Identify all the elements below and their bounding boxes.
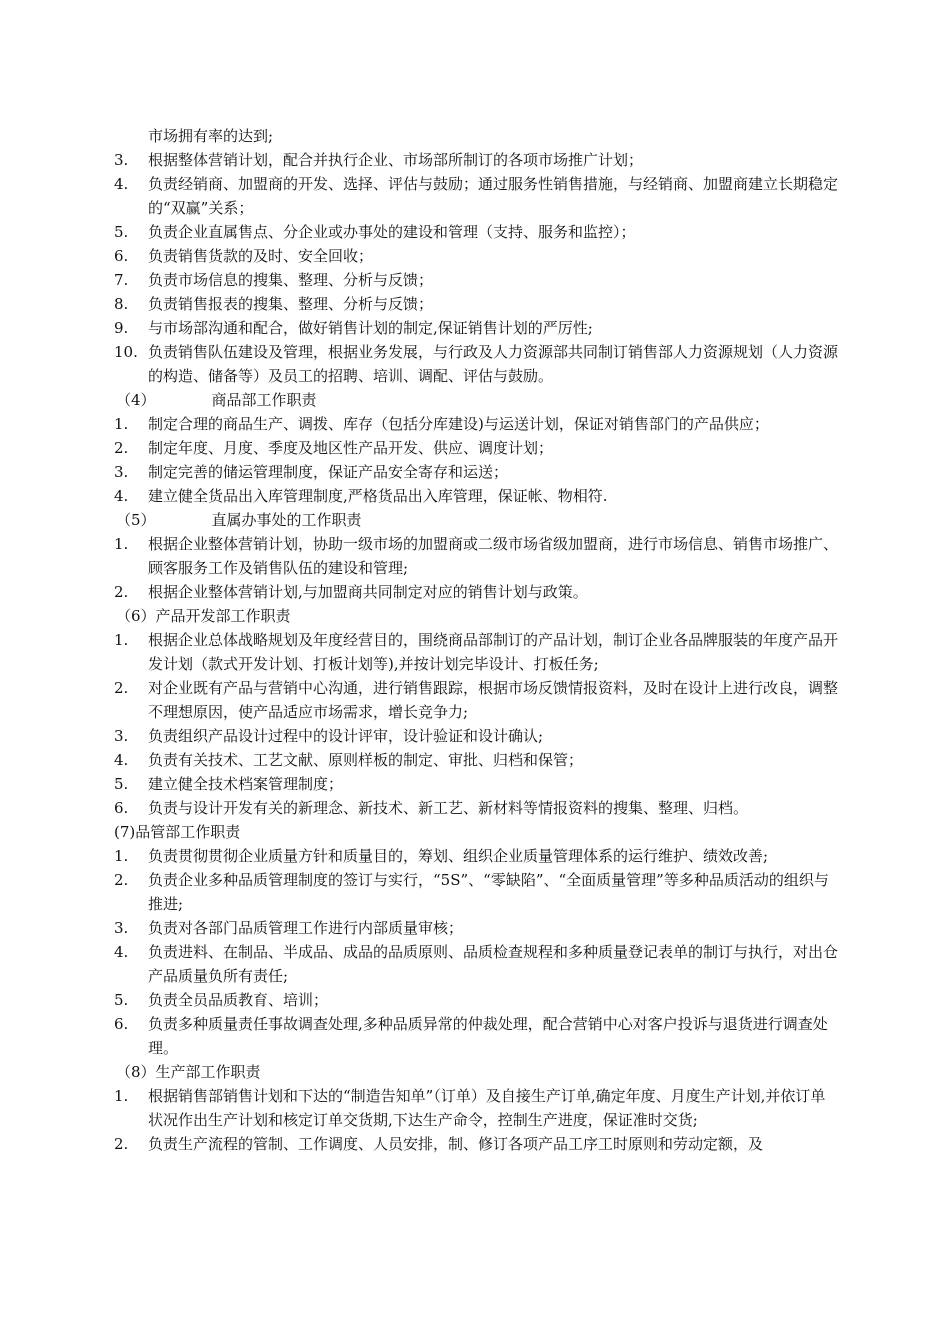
item-number: 5. — [114, 991, 129, 1009]
list-item — [114, 460, 840, 484]
item-text: 制定年度、月度、季度及地区性产品开发、供应、调度计划； — [148, 439, 554, 457]
item-text: 负责市场信息的搜集、整理、分析与反馈； — [148, 271, 434, 289]
item-text: 负责对各部门品质管理工作进行内部质量审核； — [148, 919, 464, 937]
item-number: 3. — [114, 727, 129, 745]
item-number: 5. — [114, 775, 129, 793]
list-item — [114, 676, 840, 724]
list-item — [114, 316, 840, 340]
item-text: 负责企业直属售点、分企业或办事处的建设和管理（支持、服务和监控）； — [148, 223, 636, 241]
section-title: 直属办事处的工作职责 — [211, 511, 362, 529]
product-development-duties-list — [114, 628, 840, 820]
item-number: 4. — [114, 487, 129, 505]
item-text: 根据销售部销售计划和下达的“制造告知单”（订单）及自接生产订单,确定年度、月度生产计划,并依订单状况作出生产计划和核定订单交货期,下达生产命令，控制生产进度，保证准时交货; — [148, 1087, 826, 1129]
item-text: 负责销售货款的及时、安全回收； — [148, 247, 374, 265]
section-heading-merchandise — [114, 388, 840, 412]
item-number: 2. — [114, 439, 129, 457]
item-text: 负责进料、在制品、半成品、成品的品质原则、品质检查规程和多种质量登记表单的制订与执行，对出仓产品质量负所有责任; — [148, 943, 839, 985]
item-text: 建立健全技术档案管理制度； — [148, 775, 344, 793]
item-number: 6. — [114, 799, 129, 817]
item-number: 2. — [114, 583, 129, 601]
item-number: 3. — [114, 463, 129, 481]
section-label: （5） — [116, 511, 156, 529]
item-text: 负责全员品质教育、培训； — [148, 991, 329, 1009]
item-text: 根据企业总体战略规划及年度经营目的，围绕商品部制订的产品计划，制订企业各品牌服装的年度产品开发计划（款式开发计划、打板计划等),并按计划完毕设计、打板任务; — [148, 631, 839, 673]
branch-office-duties-list — [114, 532, 840, 604]
list-item — [114, 772, 840, 796]
list-item — [114, 580, 840, 604]
continuation-line: 市场拥有率的达到; — [148, 127, 274, 145]
list-item — [114, 844, 840, 868]
section-title: 商品部工作职责 — [211, 391, 317, 409]
item-number: 1. — [114, 415, 129, 433]
list-item — [114, 268, 840, 292]
list-item — [114, 244, 840, 268]
list-item — [114, 916, 840, 940]
section-heading-production: （8）生产部工作职责 — [116, 1063, 261, 1081]
list-item — [114, 484, 840, 508]
list-item — [114, 1132, 840, 1156]
item-text: 与市场部沟通和配合，做好销售计划的制定,保证销售计划的严厉性; — [148, 319, 593, 337]
item-text: 负责贯彻贯彻企业质量方针和质量目的，筹划、组织企业质量管理体系的运行维护、绩效改善; — [148, 847, 769, 865]
section-heading-product-development: （6）产品开发部工作职责 — [116, 607, 291, 625]
item-text: 负责多种质量责任事故调查处理,多种品质异常的仲裁处理，配合营销中心对客户投诉与退货进行调查处理。 — [148, 1015, 828, 1057]
list-item — [114, 628, 840, 676]
list-item — [114, 436, 840, 460]
document-body — [114, 124, 840, 1156]
item-text: 负责生产流程的管制、工作调度、人员安排，制、修订各项产品工序工时原则和劳动定额，及 — [148, 1135, 764, 1153]
item-text: 负责销售队伍建设及管理，根据业务发展，与行政及人力资源部共同制订销售部人力资源规划（人力资源的构造、储备等）及员工的招聘、培训、调配、评估与鼓励。 — [148, 343, 839, 385]
list-item — [114, 988, 840, 1012]
merchandise-duties-list — [114, 412, 840, 508]
item-number: 2. — [114, 871, 129, 889]
list-item — [114, 724, 840, 748]
item-number: 2. — [114, 1135, 129, 1153]
item-text: 对企业既有产品与营销中心沟通，进行销售跟踪，根据市场反馈情报资料，及时在设计上进行改良，调整不理想原因，使产品适应市场需求，增长竞争力; — [148, 679, 839, 721]
production-duties-list — [114, 1084, 840, 1156]
item-number: 2. — [114, 679, 129, 697]
sales-duties-list — [114, 148, 840, 388]
list-item — [114, 796, 840, 820]
list-item — [114, 292, 840, 316]
item-text: 负责企业多种品质管理制度的签订与实行，“5S”、“零缺陷”、“全面质量管理”等多种品质活动的组织与推进; — [148, 871, 829, 913]
list-item — [114, 412, 840, 436]
item-text: 根据企业整体营销计划，协助一级市场的加盟商或二级市场省级加盟商，进行市场信息、销售市场推广、顾客服务工作及销售队伍的建设和管理; — [148, 535, 839, 577]
item-text: 负责组织产品设计过程中的设计评审，设计验证和设计确认; — [148, 727, 544, 745]
item-text: 制定完善的储运管理制度，保证产品安全寄存和运送； — [148, 463, 509, 481]
item-text: 负责销售报表的搜集、整理、分析与反馈； — [148, 295, 434, 313]
list-item — [114, 1012, 840, 1060]
item-number: 4. — [114, 943, 129, 961]
section-label: （4） — [116, 391, 156, 409]
item-number: 6. — [114, 1015, 129, 1033]
item-number: 7. — [114, 271, 129, 289]
item-text: 根据整体营销计划，配合并执行企业、市场部所制订的各项市场推广计划； — [148, 151, 644, 169]
item-text: 根据企业整体营销计划,与加盟商共同制定对应的销售计划与政策。 — [148, 583, 588, 601]
item-text: 负责与设计开发有关的新理念、新技术、新工艺、新材料等情报资料的搜集、整理、归档。 — [148, 799, 749, 817]
list-item — [114, 172, 840, 220]
item-number: 5. — [114, 223, 129, 241]
item-number: 3. — [114, 919, 129, 937]
list-item — [114, 148, 840, 172]
item-number: 3. — [114, 151, 129, 169]
item-number: 4. — [114, 175, 129, 193]
item-number: 8. — [114, 295, 129, 313]
list-item — [114, 340, 840, 388]
item-number: 10. — [114, 343, 138, 361]
list-item — [114, 748, 840, 772]
list-item — [114, 220, 840, 244]
item-number: 9. — [114, 319, 129, 337]
item-number: 1. — [114, 847, 129, 865]
item-text: 负责有关技术、工艺文献、原则样板的制定、审批、归档和保管； — [148, 751, 584, 769]
item-text: 负责经销商、加盟商的开发、选择、评估与鼓励；通过服务性销售措施，与经销商、加盟商建立长期稳定的“双赢”关系； — [148, 175, 839, 217]
item-number: 4. — [114, 751, 129, 769]
item-number: 6. — [114, 247, 129, 265]
item-text: 建立健全货品出入库管理制度,严格货品出入库管理，保证帐、物相符. — [148, 487, 608, 505]
item-number: 1. — [114, 631, 129, 649]
item-number: 1. — [114, 535, 129, 553]
list-item — [114, 1084, 840, 1132]
item-number: 1. — [114, 1087, 129, 1105]
section-heading-quality: (7)品管部工作职责 — [114, 823, 241, 841]
list-item — [114, 940, 840, 988]
section-heading-branch-office — [114, 508, 840, 532]
list-item — [114, 532, 840, 580]
list-item — [114, 868, 840, 916]
quality-duties-list — [114, 844, 840, 1060]
item-text: 制定合理的商品生产、调拨、库存（包括分库建设)与运送计划，保证对销售部门的产品供应； — [148, 415, 769, 433]
